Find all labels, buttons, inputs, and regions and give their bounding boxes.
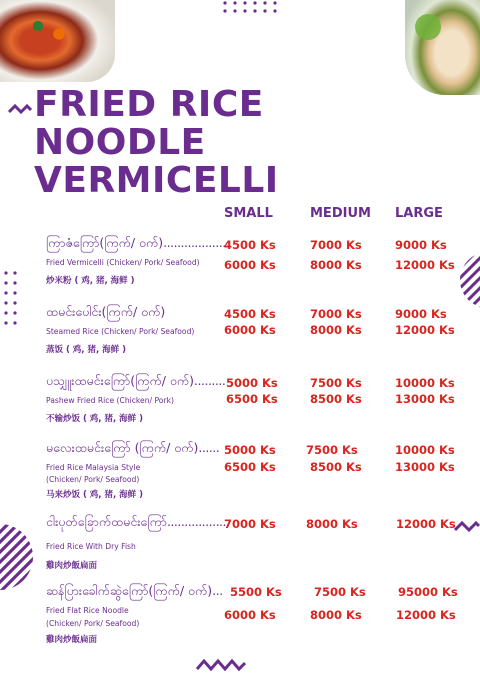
price-small: 6500 Ks [224, 460, 276, 474]
title-line: FRIED RICE [34, 84, 264, 125]
price-large: 9000 Ks [395, 238, 447, 252]
title-line: VERMICELLI [34, 160, 279, 201]
price-medium: 8000 Ks [310, 258, 362, 272]
item-name-myanmar: ထမင်းပေါင်း(ကြက်/ ဝက်) [46, 304, 166, 319]
food-photo-right [405, 0, 480, 95]
zigzag-top-icon [8, 102, 32, 118]
item-name-english: Fried Rice With Dry Fish [46, 542, 136, 551]
striped-circle-left-icon [0, 522, 40, 592]
price-large: 12000 Ks [395, 323, 455, 337]
price-small: 6000 Ks [224, 258, 276, 272]
price-medium: 8000 Ks [310, 608, 362, 622]
leader-dots: ...... [198, 440, 220, 455]
dot-pattern-top-icon [222, 0, 278, 14]
leader-dots: ................... [163, 235, 230, 250]
item-name-chinese: 雞肉炒飯扁面 [46, 561, 98, 571]
item-name-myanmar: ဆန်ပြားခေါက်ဆွဲကြော်(ကြက်/ ဝက်) [46, 583, 213, 598]
price-large: 9000 Ks [395, 307, 447, 321]
price-small: 5000 Ks [226, 376, 278, 390]
price-medium: 8000 Ks [306, 517, 358, 531]
price-small: 7000 Ks [224, 517, 276, 531]
price-medium: 7500 Ks [310, 376, 362, 390]
price-large: 12000 Ks [396, 608, 456, 622]
price-small: 6500 Ks [226, 392, 278, 406]
price-small: 4500 Ks [224, 238, 276, 252]
item-name-chinese: 雞肉炒飯扁面 [46, 635, 98, 645]
price-medium: 7500 Ks [314, 585, 366, 599]
price-large: 10000 Ks [395, 443, 455, 457]
item-name-english: Fried Vermicelli (Chicken/ Pork/ Seafood) [46, 258, 200, 267]
item-name-myanmar: မလေးထမင်းကြော် (ကြက်/ ဝက်) [46, 440, 199, 455]
price-large: 12000 Ks [396, 517, 456, 531]
item-name-english: (Chicken/ Pork/ Seafood) [46, 619, 140, 628]
item-name-myanmar: ပသျှူးထမင်းကြော်(ကြက်/ ဝက်) [46, 373, 195, 388]
price-small: 5000 Ks [224, 443, 276, 457]
price-medium: 8500 Ks [310, 460, 362, 474]
price-small: 4500 Ks [224, 307, 276, 321]
leader-dots: ......... [194, 373, 226, 388]
title-line: NOODLE [34, 122, 206, 163]
item-name-chinese: 炒米粉 ( 鸡, 猪, 海鲜 ) [46, 276, 135, 286]
price-large: 13000 Ks [395, 460, 455, 474]
item-name-chinese: 不输炒饭 ( 鸡, 猪, 海鲜 ) [46, 414, 144, 424]
item-name-english: Fried Flat Rice Noodle [46, 606, 129, 615]
price-large: 10000 Ks [395, 376, 455, 390]
leader-dots: ... [212, 583, 223, 598]
item-name-english: Fried Rice Malaysia Style [46, 463, 141, 472]
item-name-chinese: 马来炒饭 ( 鸡, 猪, 海鲜 ) [46, 490, 144, 500]
column-header-medium: MEDIUM [310, 206, 371, 221]
price-small: 6000 Ks [224, 608, 276, 622]
item-name-english: (Chicken/ Pork/ Seafood) [46, 475, 140, 484]
dot-pattern-side-icon [3, 270, 19, 326]
price-medium: 7500 Ks [306, 443, 358, 457]
food-photo-left [0, 0, 115, 82]
price-large: 12000 Ks [395, 258, 455, 272]
leader-dots: .................. [166, 514, 230, 529]
price-medium: 7000 Ks [310, 238, 362, 252]
price-large: 95000 Ks [398, 585, 458, 599]
column-header-small: SMALL [224, 206, 273, 221]
price-small: 6000 Ks [224, 323, 276, 337]
item-name-myanmar: ကြာဇံကြော်(ကြက်/ ဝက်) [46, 235, 164, 250]
zigzag-bottom-icon [196, 658, 246, 672]
price-medium: 8000 Ks [310, 323, 362, 337]
price-medium: 7000 Ks [310, 307, 362, 321]
menu-title [34, 86, 279, 200]
item-name-english: Pashew Fried Rice (Chicken/ Pork) [46, 396, 174, 405]
item-name-english: Steamed Rice (Chicken/ Pork/ Seafood) [46, 327, 195, 336]
column-header-large: LARGE [395, 206, 443, 221]
price-small: 5500 Ks [230, 585, 282, 599]
item-name-chinese: 蒸饭 ( 鸡, 猪, 海鲜 ) [46, 345, 127, 355]
price-medium: 8500 Ks [310, 392, 362, 406]
price-large: 13000 Ks [395, 392, 455, 406]
item-name-myanmar: ငါးပုတ်ခြောက်ထမင်းကြော် [46, 514, 167, 529]
